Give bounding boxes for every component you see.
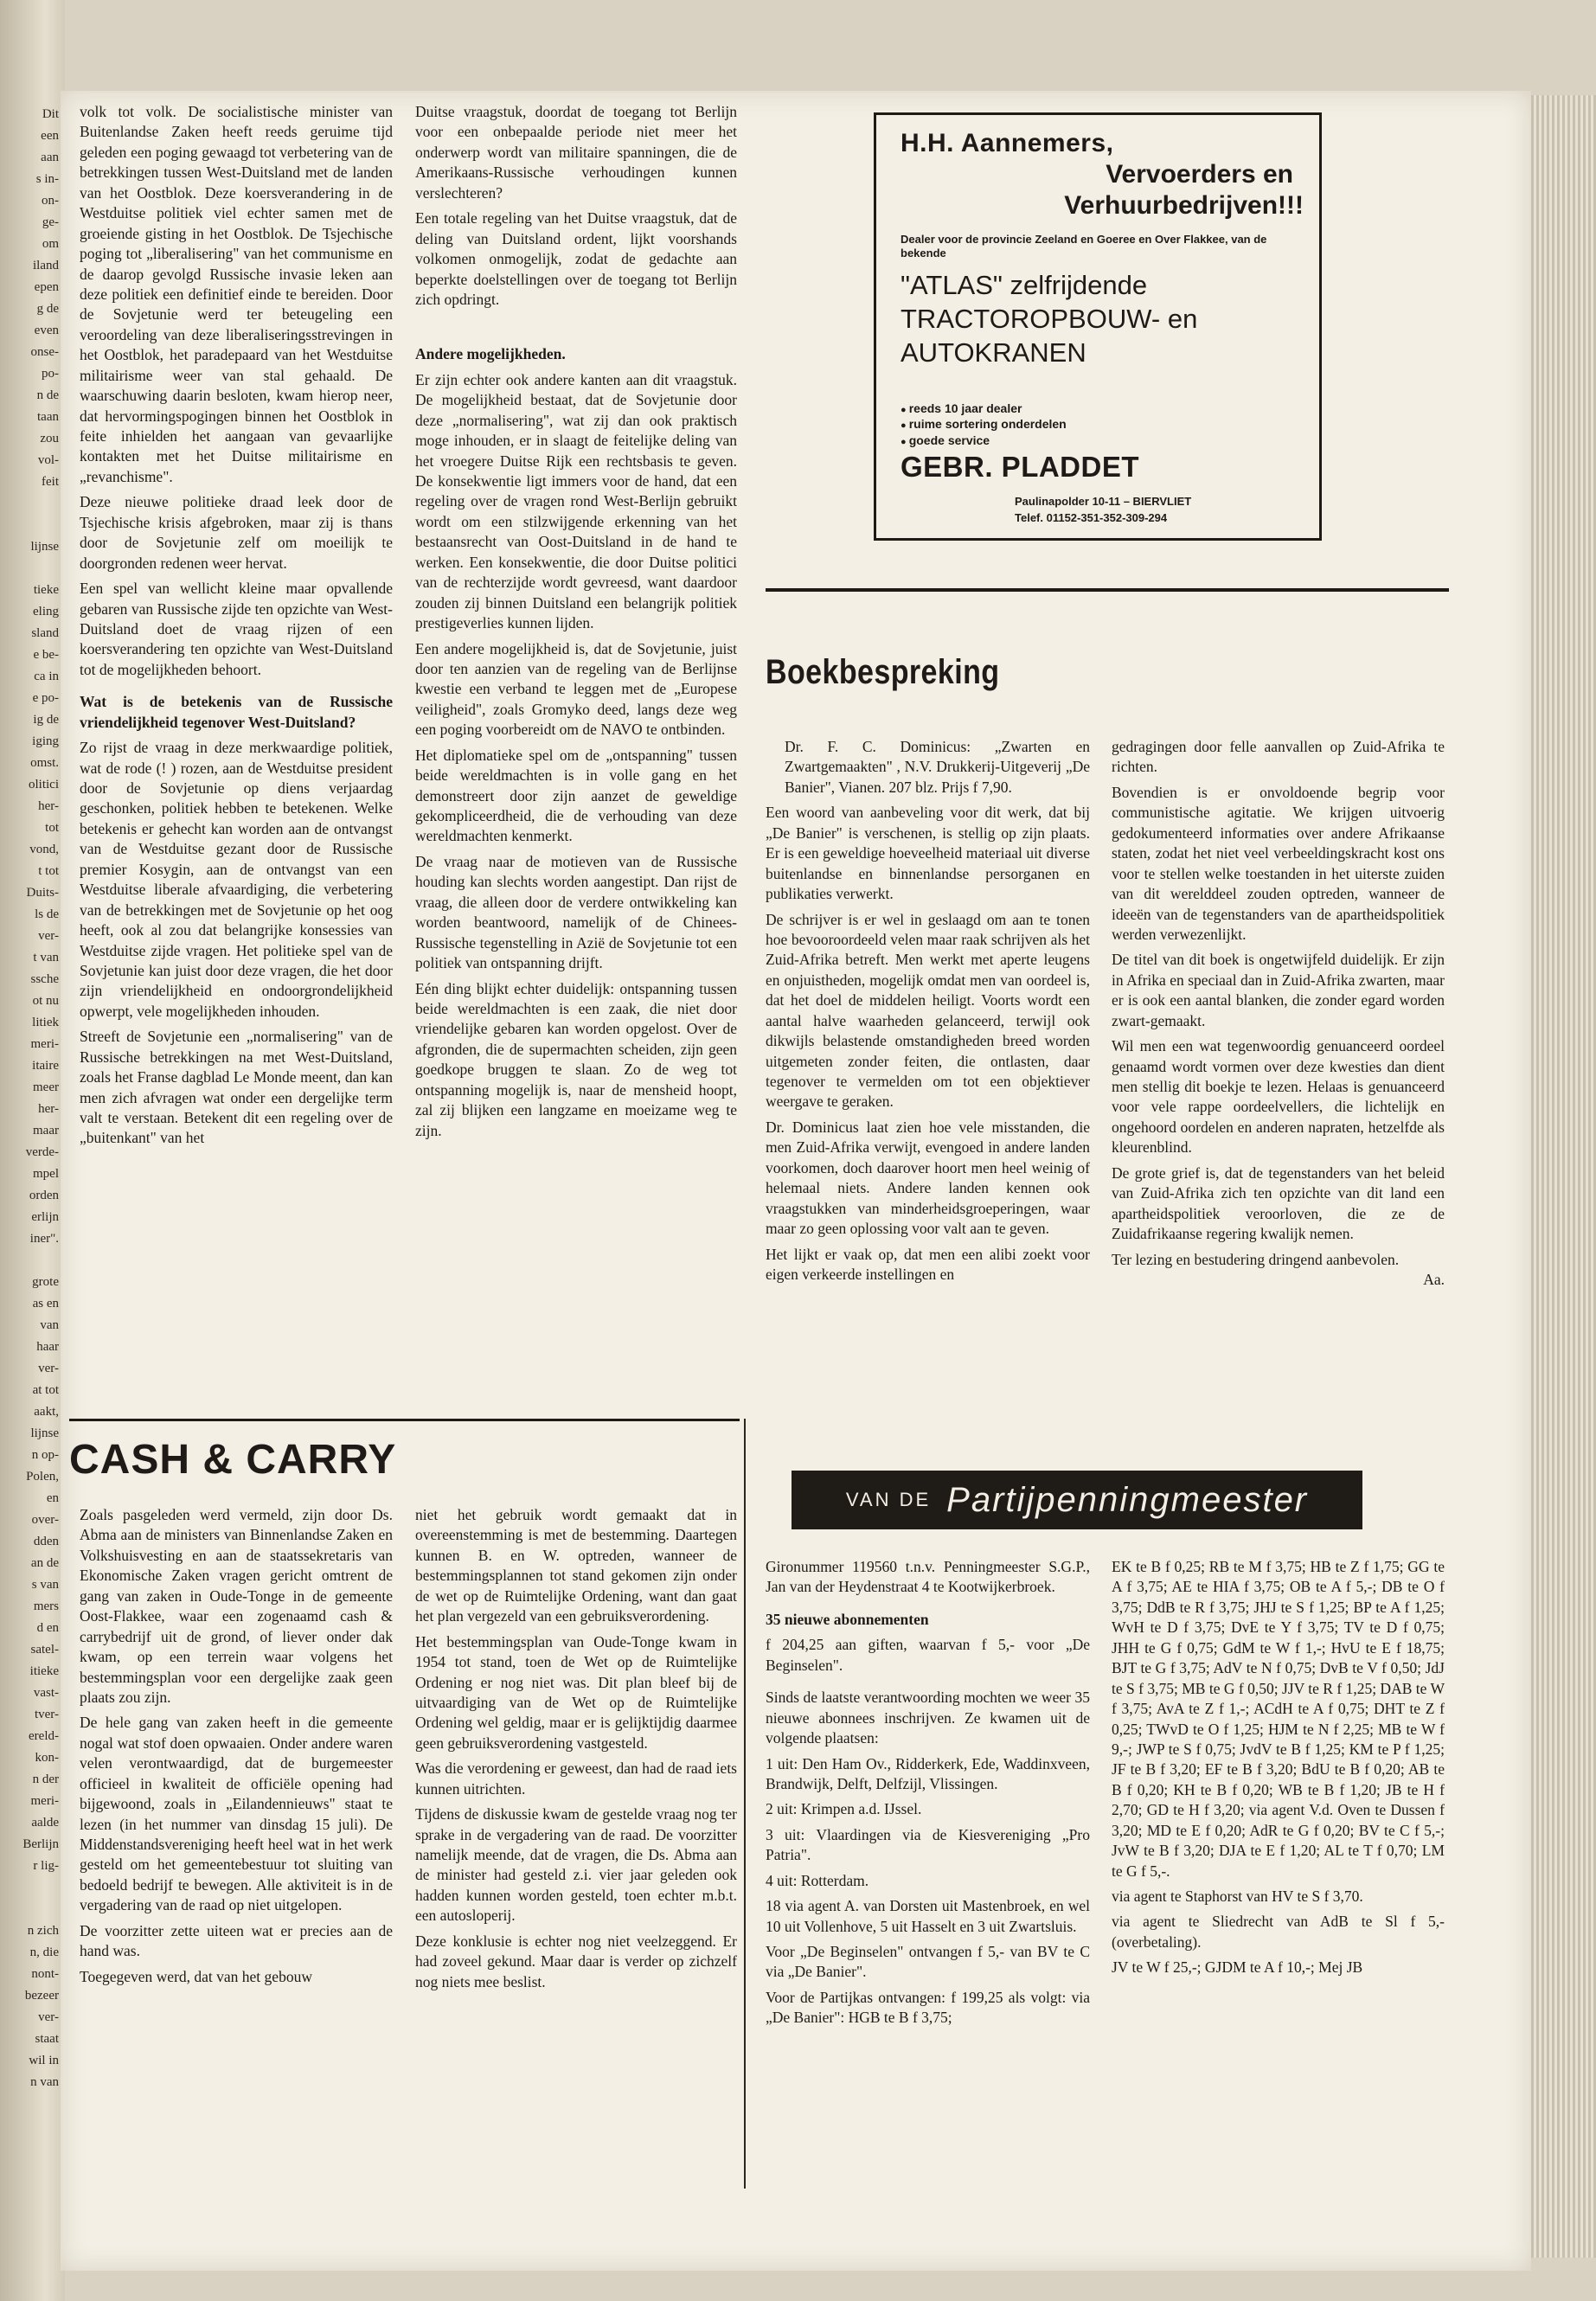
edge-fragment xyxy=(16,1900,59,1922)
paragraph: niet het gebruik wordt gemaakt dat in overeenstemming is met de bestemming. Daartegen kunnen B. en W. optreden, wanneer de bestemmingsplannen tot stand gekomen zijn onder de wet op de Ruimtelijke Ordening, want dan gaat het plan vergezeld van een gebruiksverordening. xyxy=(415,1506,737,1625)
paragraph: Dr. Dominicus laat zien hoe vele misstanden, die men Zuid-Afrika verwijt, evengoed in andere landen voorkomen, doch daarover hoort men heel weinig of helemaal niets. Andere landen kennen ook vraagstukken van minderheidsgroeperingen, waar maar zo geen oplossing voor valt aan te geven. xyxy=(766,1118,1090,1238)
paragraph: Het lijkt er vaak op, dat men een alibi zoekt voor eigen verkeerde instellingen en xyxy=(766,1245,1090,1283)
edge-fragment: d en xyxy=(36,1621,59,1635)
paragraph: Zoals pasgeleden werd vermeld, zijn door Ds. Abma aan de ministers van Binnenlandse Zaken en Volkshuisvesting en aan de staatssekretaris van Ekonomische Zaken vragen gericht omtrent de gang van zaken in Oude-Tonge in de gemeente Oost-Flakkee, waar een zogenaamd cash & carrybedrijf uit de grond, of liever onder dak kwam, op een terrein waar volgens het bestemmingsplan voor een dergelijke zaak geen plaats zou zijn. xyxy=(80,1506,393,1706)
edge-fragment: ca in xyxy=(34,670,59,683)
edge-fragment: meri- xyxy=(30,1794,59,1808)
edge-fragment: wil in xyxy=(29,2054,59,2067)
paragraph: De schrijver is er wel in geslaagd om aan te tonen hoe bevooroordeeld velen maar raak schrijven als het Zuid-Afrika betreft. Men werkt met aperte leugens en onjuistheden, mogelijk omdat men van oordeel is, dat het doel de middelen heiligt. Voorts wordt een aantal halve waarheden gelanceerd, terwijl ook dikwijls belastende omstandigheden breed worden uitgemeten zonder feiten, die ontlasten, daar tegenover te vermelden om tot een objektiever weergave te geraken. xyxy=(766,910,1090,1111)
cash-carry-column-1 xyxy=(80,1505,393,1992)
paragraph: Gironummer 119560 t.n.v. Penningmeester S.G.P., Jan van der Heydenstraat 4 te Kootwijkerbroek. xyxy=(766,1558,1090,1596)
edge-fragment: itaire xyxy=(32,1059,59,1073)
paragraph: volk tot volk. De socialistische minister van Buitenlandse Zaken heeft reeds geruime tijd geleden een poging gewaagd tot verbetering van de betrekkingen tussen West-Duitsland met de landen van het Oostblok. Deze koersverandering in de Westduitse politiek viel echter samen met de groeiende gisting in het Oostblok. De Tsjechische poging tot „liberalisering" van het communisme en de daarop gevolgd Russische invasie leken aan deze politiek een definitief einde te bereiden. Door de Sovjetunie werd ter beteugeling een veroordeling van deze liberaliseringsstrevingen in het Oostblok, het paradepaard van het Westduitse militairisme weer van stal gehaald. De waarschuwing daarin besloten, kwam hierop neer, dat hervormingspogingen binnen het Oostblok in feite inhielden het aangaan van gevaarlijke kontakten met het Duitse militairisme en „revanchisme". xyxy=(80,103,393,485)
paragraph: Was die verordening er geweest, dan had de raad iets kunnen uitrichten. xyxy=(415,1759,737,1798)
paragraph: De hele gang van zaken heeft in die gemeente nogal wat stof doen opwaaien. Onder andere waren velen verontwaardigd, dat de burgemeester officieel in kwaliteit de officiële opening had bijgewoond, zoals in „Eilandennieuws" staat te lezen (in het nummer van dinsdag 15 juli). De Middenstandsvereniging heeft heel wat in het werk gesteld om het gemeentebestuur tot sluiting van bedoeld bedrijf te bewegen. Alle aktiviteit is in de vergadering van de raad op niet uitgelopen. xyxy=(80,1714,393,1914)
edge-fragment: t van xyxy=(33,951,59,965)
paragraph: Er zijn echter ook andere kanten aan dit vraagstuk. De mogelijkheid bestaat, dat de Sovjetunie door deze „normalisering", wat zij dan ook praktisch moge inhouden, er in slaagt de feitelijke deling van het vroegere Duitse Rijk een rechtsbasis te geven. De konsekwentie ligt immers voor de hand, dat een regeling over de vragen rond West-Berlijn gebruikt wordt om een stilzwijgende erkenning van het bestaansrecht van Oost-Duitsland in de hand te werken. Een konsekwentie, die door Duitse politici van de rechterzijde wordt gevreesd, want daardoor zouden zij binnen Duitsland een belangrijk politiek prestigeverlies kunnen lijden. xyxy=(415,370,737,632)
paragraph: Eén ding blijkt echter duidelijk: ontspanning tussen beide wereldmachten is een zaak, die niet door vriendelijke gebaren kan worden opgelost. Over de afgronden, die de supermachten scheiden, zijn geen goedkope bruggen te slaan. Zo de weg tot ontspanning mogelijk is, naar de mensheid hoopt, zal zij blijken een langzame en moeizame weg te zijn. xyxy=(415,979,737,1139)
edge-fragment: aan xyxy=(41,151,59,164)
edge-fragment: dden xyxy=(33,1535,59,1548)
paragraph: Een totale regeling van het Duitse vraagstuk, dat de deling van Duitsland ordent, lijkt voorshands volkomen onmogelijk, zodat de gedachte aan beperkte doelstellingen over de toegang tot Berlijn zich opdringt. xyxy=(415,209,737,308)
paragraph: Voor de Partijkas ontvangen: f 199,25 als volgt: via „De Banier": HGB te B f 3,75; xyxy=(766,1988,1090,2027)
edge-fragment: po- xyxy=(42,367,59,381)
facing-page-fragments xyxy=(16,106,59,2095)
edge-fragment: kon- xyxy=(35,1751,59,1765)
paragraph: Deze nieuwe politieke draad leek door de Tsjechische krisis afgebroken, maar zij is thans door de Sovjetunie zelf om moeilijk te doorgronden redenen weer hervat. xyxy=(80,493,393,572)
edge-fragment: lijnse xyxy=(30,1426,59,1440)
edge-fragment: epen xyxy=(34,280,59,294)
edge-fragment: iner". xyxy=(29,1232,59,1246)
edge-fragment xyxy=(16,1252,59,1273)
paragraph: via agent te Sliedrecht van AdB te Sl f 5,- (overbetaling). xyxy=(1112,1913,1445,1951)
edge-fragment: Polen, xyxy=(26,1470,59,1484)
edge-fragment: sland xyxy=(31,626,59,640)
cash-carry-column-2 xyxy=(415,1505,737,1997)
article-column-1 xyxy=(80,102,393,1154)
edge-fragment: Duits- xyxy=(26,886,59,900)
edge-fragment: ver- xyxy=(38,1362,59,1375)
paragraph: via agent te Staphorst van HV te S f 3,70. xyxy=(1112,1888,1363,1905)
paragraph: Het bestemmingsplan van Oude-Tonge kwam in 1954 tot stand, toen de Wet op de Ruimtelijke Ordening er nog niet was. Dit plan bleef bij de uitvaardiging van de Wet op de Ruimtelijke Ordening wel geldig, maar er is gelijktijdig daarmee geen gebruiksverordening vastgesteld. xyxy=(415,1632,737,1752)
edge-fragment: aalde xyxy=(31,1816,59,1830)
paragraph: De voorzitter zette uiteen wat er precies aan de hand was. xyxy=(80,1921,393,1960)
edge-fragment: grote xyxy=(32,1275,59,1289)
edge-fragment: tieke xyxy=(33,583,59,597)
section-divider xyxy=(766,588,1449,592)
edge-fragment: ge- xyxy=(42,215,59,229)
book-citation: Dr. F. C. Dominicus: „Zwarten en Zwartgemaakten" , N.V. Drukkerij-Uitgeverij „De Banier", Vianen. 207 blz. Prijs f 7,90. xyxy=(785,738,1090,796)
ad-product-line: TRACTOROPBOUW- en xyxy=(901,303,1198,334)
edge-fragment: n op- xyxy=(31,1448,59,1462)
edge-fragment: s van xyxy=(31,1578,59,1592)
edge-fragment xyxy=(16,516,59,538)
ad-line-2: Vervoerders en xyxy=(1106,160,1293,189)
edge-fragment: e be- xyxy=(33,648,59,662)
boekbespreking-heading: Boekbespreking xyxy=(766,653,1000,691)
edge-fragment: olitici xyxy=(29,778,59,792)
paragraph: Sinds de laatste verantwoording mochten we weer 35 nieuwe abonnees inschrijven. Ze kwamen uit de volgende plaatsen: xyxy=(766,1689,1090,1747)
edge-fragment: iland xyxy=(33,259,59,272)
ad-product-line: "ATLAS" zelfrijdende xyxy=(901,270,1148,300)
edge-fragment: van xyxy=(40,1318,59,1332)
penningmeester-column-1 xyxy=(766,1557,1090,2034)
edge-fragment: mpel xyxy=(33,1167,59,1181)
edge-fragment: on- xyxy=(42,194,59,208)
edge-fragment: Dit xyxy=(42,107,59,121)
paragraph xyxy=(1112,1250,1445,1291)
ad-bullet: ● goede service xyxy=(901,433,1067,448)
edge-fragment: g de xyxy=(36,302,59,316)
ad-address-block xyxy=(1015,494,1191,527)
ad-line-1: H.H. Aannemers, xyxy=(901,129,1114,157)
edge-fragment xyxy=(16,495,59,516)
paragraph: Het diplomatieke spel om de „ontspanning" tussen beide wereldmachten is in volle gang en het demonstreert door zijn aanzet de geweldige gekompliceerdheid, die de verhouding van deze wereldmachten kenmerkt. xyxy=(415,746,737,845)
section-heading: Wat is de betekenis van de Russische vriendelijkheid tegenover West-Duitsland? xyxy=(80,693,393,731)
edge-fragment: litiek xyxy=(32,1016,59,1029)
edge-fragment: ereld- xyxy=(29,1729,59,1743)
edge-fragment: staat xyxy=(35,2032,59,2046)
edge-fragment: omst. xyxy=(30,756,59,770)
paragraph: EK te B f 0,25; RB te M f 3,75; HB te Z f 1,75; GG te A f 3,75; AE te HIA f 3,75; OB te A f 5,-; DB te O f 3,75; DdB te R f 3,75; JHJ te S f 1,25; BP te A f 1,25; WvH te D f 3,75; DvE te Y f 3,75; TV te D f 0,75; JHH te G f 0,75; GdM te W f 1,-; HvU te E f 18,75; BJT te G f 3,75; AdV te N f 0,75; DvB te V f 0,50; JdJ te S f 3,75; MB te G f 0,50; JJV te R f 1,25; DAB te W f 3,75; AvA te Z f 1,-; ACdH te A f 0,75; DHT te Z f 0,25; TWvD te O f 1,25; HJM te N f 2,25; MB te W f 9,-; JWP te S f 0,75; JvdV te B f 1,25; KM te P f 1,25; JF te B f 3,20; EF te B f 3,20; BdU te B f 0,20; AB te B f 0,20; KH te B f 0,20; WB te B f 1,20; JB te H f 2,70; GD te H f 3,20; via agent V.d. Oven te Dussen f 3,20; MD te E f 0,20; AdR te G f 0,20; BV te C f 5,-; JvW te B f 3,20; DJA te E f 1,20; AL te T f 0,70; LM te G f 5,-. xyxy=(1112,1558,1445,1880)
ad-dealer-text: Dealer voor de provincie Zeeland en Goeree en Over Flakkee, van de bekende xyxy=(901,233,1267,260)
banner-title: Partijpenningmeester xyxy=(946,1480,1309,1519)
ad-bullet: ● ruime sortering onderdelen xyxy=(901,416,1067,432)
paragraph: Zo rijst de vraag in deze merkwaardige politiek, wat de rode (! ) rozen, aan de Westduitse president door de Sovjetunie op diens verjaardag geschonken, politiek hebben te betekenen. Welke betekenis er gehecht kan worden aan de ontvangst van de Westduitse gezant door de Russische premier Kosygin, aan de ontvangst van een Westduitse liberale afvaardiging, die verbetering van de betrekkingen met de Sovjetunie op het oog heeft, ook al zou dat belangrijke konsessies van Westduitse zijde vragen. Het politieke spel van de Sovjetunie kan juist door deze vragen, die het door zijn vriendelijkheid en ondoorgrondelijkheid opwerpt, vele mogelijkheden inhouden. xyxy=(80,739,393,1020)
edge-fragment: tot xyxy=(45,821,59,835)
ad-address: Paulinapolder 10-11 – BIERVLIET xyxy=(1015,495,1192,508)
penningmeester-banner xyxy=(792,1471,1362,1529)
ad-phone: Telef. 01152-351-352-309-294 xyxy=(1015,510,1168,524)
edge-fragment: maar xyxy=(33,1124,59,1138)
edge-fragment: ig de xyxy=(33,713,59,727)
paragraph: 3 uit: Vlaardingen via de Kiesvereniging „Pro Patria". xyxy=(766,1825,1090,1864)
paragraph: 4 uit: Rotterdam. xyxy=(766,1871,869,1889)
edge-fragment: e po- xyxy=(32,691,59,705)
closing-line: Ter lezing en bestudering dringend aanbevolen. xyxy=(1112,1250,1400,1268)
edge-fragment: mers xyxy=(33,1599,59,1613)
edge-fragment: nont- xyxy=(31,1967,59,1981)
edge-fragment: lijnse xyxy=(30,540,59,554)
paragraph: 18 via agent A. van Dorsten uit Mastenbroek, en wel 10 uit Vollenhove, 5 uit Hasselt en 3 uit Zwartsluis. xyxy=(766,1897,1090,1935)
edge-fragment: vast- xyxy=(33,1686,59,1700)
paragraph: Bovendien is er onvoldoende begrip voor communistische agitatie. We krijgen uitvoerig gedokumenteerd informaties over andere Afrikaanse staten, zodat het niet veel verbeeldingskracht kost ons voor te stellen welke toestanden in het uiterste zuiden van dit werelddeel zouden optreden, wanneer de ideeën van de tegenstanders van de apartheidspolitiek werden verwezenlijkt. xyxy=(1112,783,1445,943)
column-rule xyxy=(744,1419,746,2189)
edge-fragment: aakt, xyxy=(34,1405,59,1419)
edge-fragment: n, die xyxy=(29,1945,59,1959)
subheading: 35 nieuwe abonnementen xyxy=(766,1610,929,1628)
paragraph: De grote grief is, dat de tegenstanders van het beleid van Zuid-Afrika zich ten opzichte van dit land een apartheidspolitiek veroorloven, die ze de Zuidafrikaanse regering kwalijk nemen. xyxy=(1112,1163,1445,1243)
ad-line-3: Verhuurbedrijven!!! xyxy=(1064,191,1304,220)
edge-fragment: ot nu xyxy=(32,994,59,1008)
edge-fragment: bezeer xyxy=(24,1989,59,2003)
edge-fragment: meer xyxy=(33,1080,59,1094)
book-review-column-1 xyxy=(766,737,1090,1290)
article-column-2 xyxy=(415,102,737,1146)
paragraph: Voor „De Beginselen" ontvangen f 5,- van BV te C via „De Banier". xyxy=(766,1943,1090,1981)
section-divider xyxy=(69,1419,740,1421)
paragraph: 1 uit: Den Ham Ov., Ridderkerk, Ede, Waddinxveen, Brandwijk, Delft, Delfzijl, Vlissingen. xyxy=(766,1754,1090,1792)
paragraph: JV te W f 25,-; GJDM te A f 10,-; Mej JB xyxy=(1112,1958,1363,1977)
edge-fragment: at tot xyxy=(32,1383,59,1397)
ad-product-line: AUTOKRANEN xyxy=(901,336,1086,368)
edge-fragment: n van xyxy=(30,2075,59,2089)
edge-fragment: taan xyxy=(37,410,59,424)
paragraph: Deze konklusie is echter nog niet veelzeggend. Er had zoveel gekund. Maar daar is verder op zichzelf nog niets mee beslist. xyxy=(415,1932,737,1990)
edge-fragment: en xyxy=(46,1491,59,1505)
edge-fragment: satel- xyxy=(30,1643,59,1657)
edge-fragment: orden xyxy=(29,1189,59,1202)
paragraph: gedragingen door felle aanvallen op Zuid-Afrika te richten. xyxy=(1112,738,1445,776)
book-review-column-2 xyxy=(1112,737,1445,1295)
edge-fragment xyxy=(16,560,59,581)
ad-bullet: ● reeds 10 jaar dealer xyxy=(901,401,1067,416)
edge-fragment: n de xyxy=(36,388,59,402)
ad-company-name: GEBR. PLADDET xyxy=(901,451,1140,483)
ad-bullet-list xyxy=(901,401,1067,448)
edge-fragment: s in- xyxy=(35,172,59,186)
edge-fragment: ver- xyxy=(38,929,59,943)
banner-prefix: VAN DE xyxy=(845,1489,932,1510)
paragraph: De titel van dit boek is ongetwijfeld duidelijk. Er zijn in Afrika en speciaal dan in Zuid-Afrika zwarten, maar er is ook een aantal blanken, die zonder egard worden zwart-gemaakt. xyxy=(1112,951,1445,1029)
paragraph: Streeft de Sovjetunie een „normalisering" van de Russische betrekkingen na met West-Duitsland, zoals het Franse dagblad Le Monde meent, dan kan men zich afvragen wat onder een dergelijke term valt te verstaan. Betekent dit een regeling over de „buitenkant" van het xyxy=(80,1028,393,1147)
edge-fragment: iging xyxy=(32,734,59,748)
edge-fragment: meri- xyxy=(30,1037,59,1051)
edge-fragment: een xyxy=(41,129,59,143)
edge-fragment: vol- xyxy=(37,453,59,467)
edge-fragment: om xyxy=(42,237,59,251)
cash-carry-heading: CASH & CARRY xyxy=(69,1437,397,1483)
paragraph: Een woord van aanbeveling voor dit werk, dat bij „De Banier" is verschenen, is stellig op zijn plaats. Er is een geweldige hoeveelheid materiaal uit diverse buitenlandse en binnenlandse persorganen en publikaties verwerkt. xyxy=(766,804,1090,903)
edge-fragment: her- xyxy=(38,799,59,813)
edge-fragment xyxy=(16,1879,59,1900)
paragraph: Wil men een wat tegenwoordig genuanceerd oordeel genaamd wordt vormen over deze kwesties dan dient men stellig dit boekje te lezen. Helaas is genuanceerd voor vele rappe oordeelvellers, die lichtelijk en ongehoord oordelen en anderen napraten, hetzelfde als kleurenblind. xyxy=(1112,1037,1445,1157)
edge-fragment: tver- xyxy=(34,1708,59,1721)
section-heading: Andere mogelijkheden. xyxy=(415,345,566,363)
page-stack-edge xyxy=(1531,95,1596,2258)
ad-product xyxy=(901,269,1307,369)
paragraph: Een andere mogelijkheid is, dat de Sovjetunie, juist door ten aanzien van de regeling van de Berlijnse kwestie een verband te leggen met de „Europese veiligheid", zoals Gromyko deed, langs deze weg een poging voorbereidt om de NAVO te ontbinden. xyxy=(415,639,737,739)
edge-fragment: over- xyxy=(31,1513,59,1527)
edge-fragment: n der xyxy=(32,1772,59,1786)
penningmeester-column-2 xyxy=(1112,1557,1445,1984)
edge-fragment: ssche xyxy=(30,972,59,986)
edge-fragment: even xyxy=(34,324,59,337)
edge-fragment: ls de xyxy=(35,907,59,921)
edge-fragment: haar xyxy=(36,1340,59,1354)
edge-fragment: feit xyxy=(42,475,59,489)
edge-fragment: her- xyxy=(38,1102,59,1116)
edge-fragment: onse- xyxy=(30,345,59,359)
edge-fragment: eling xyxy=(33,605,59,619)
paragraph: Tijdens de diskussie kwam de gestelde vraag nog ter sprake in de vergadering van de raad. De voorzitter namelijk meende, dat de vragen, die Ds. Abma aan de minister had gesteld z.i. vier jaar geleden ook hadden kunnen worden gesteld, toen echter m.b.t. een autosloperij. xyxy=(415,1805,737,1925)
paragraph: 2 uit: Krimpen a.d. IJssel. xyxy=(766,1800,922,1818)
edge-fragment: r lig- xyxy=(33,1859,59,1873)
edge-fragment: ver- xyxy=(38,2010,59,2024)
edge-fragment: vond, xyxy=(29,843,59,856)
paragraph: Een spel van wellicht kleine maar opvallende gebaren van Russische zijde ten opzichte van West-Duitsland doet de vraag rijzen of een koersverandering ten opzichte van West-Duitsland tot de mogelijkheden behoort. xyxy=(80,580,393,678)
edge-fragment: Berlijn xyxy=(22,1837,59,1851)
paragraph: De vraag naar de motieven van de Russische houding kan slechts worden aangestipt. Dan rijst de vraag, die alleen door de verdere ontwikkeling kan worden beantwoord, namelijk of de Chinees-Russische tegenstelling in Azië de Sovjetunie tot een politiek van ontspanning drijft. xyxy=(415,852,737,972)
edge-fragment: zou xyxy=(40,432,59,445)
signature: Aa. xyxy=(1423,1270,1445,1288)
edge-fragment: verde- xyxy=(25,1145,59,1159)
edge-fragment: an de xyxy=(30,1556,59,1570)
edge-fragment: as en xyxy=(32,1297,59,1311)
edge-fragment: itieke xyxy=(29,1664,59,1678)
edge-fragment: n zich xyxy=(27,1924,59,1938)
edge-fragment: t tot xyxy=(38,864,59,878)
edge-fragment: erlijn xyxy=(31,1210,59,1224)
paragraph: f 204,25 aan giften, waarvan f 5,- voor „De Beginselen". xyxy=(766,1636,1090,1674)
paragraph: Toegegeven werd, dat van het gebouw xyxy=(80,1967,312,1985)
tractor-advertisement xyxy=(874,112,1322,541)
paragraph: Duitse vraagstuk, doordat de toegang tot Berlijn voor een onbepaalde periode niet meer het onderwerp wordt van militaire spanningen, die de Amerikaans-Russische verhoudingen kunnen verslechteren? xyxy=(415,103,737,202)
